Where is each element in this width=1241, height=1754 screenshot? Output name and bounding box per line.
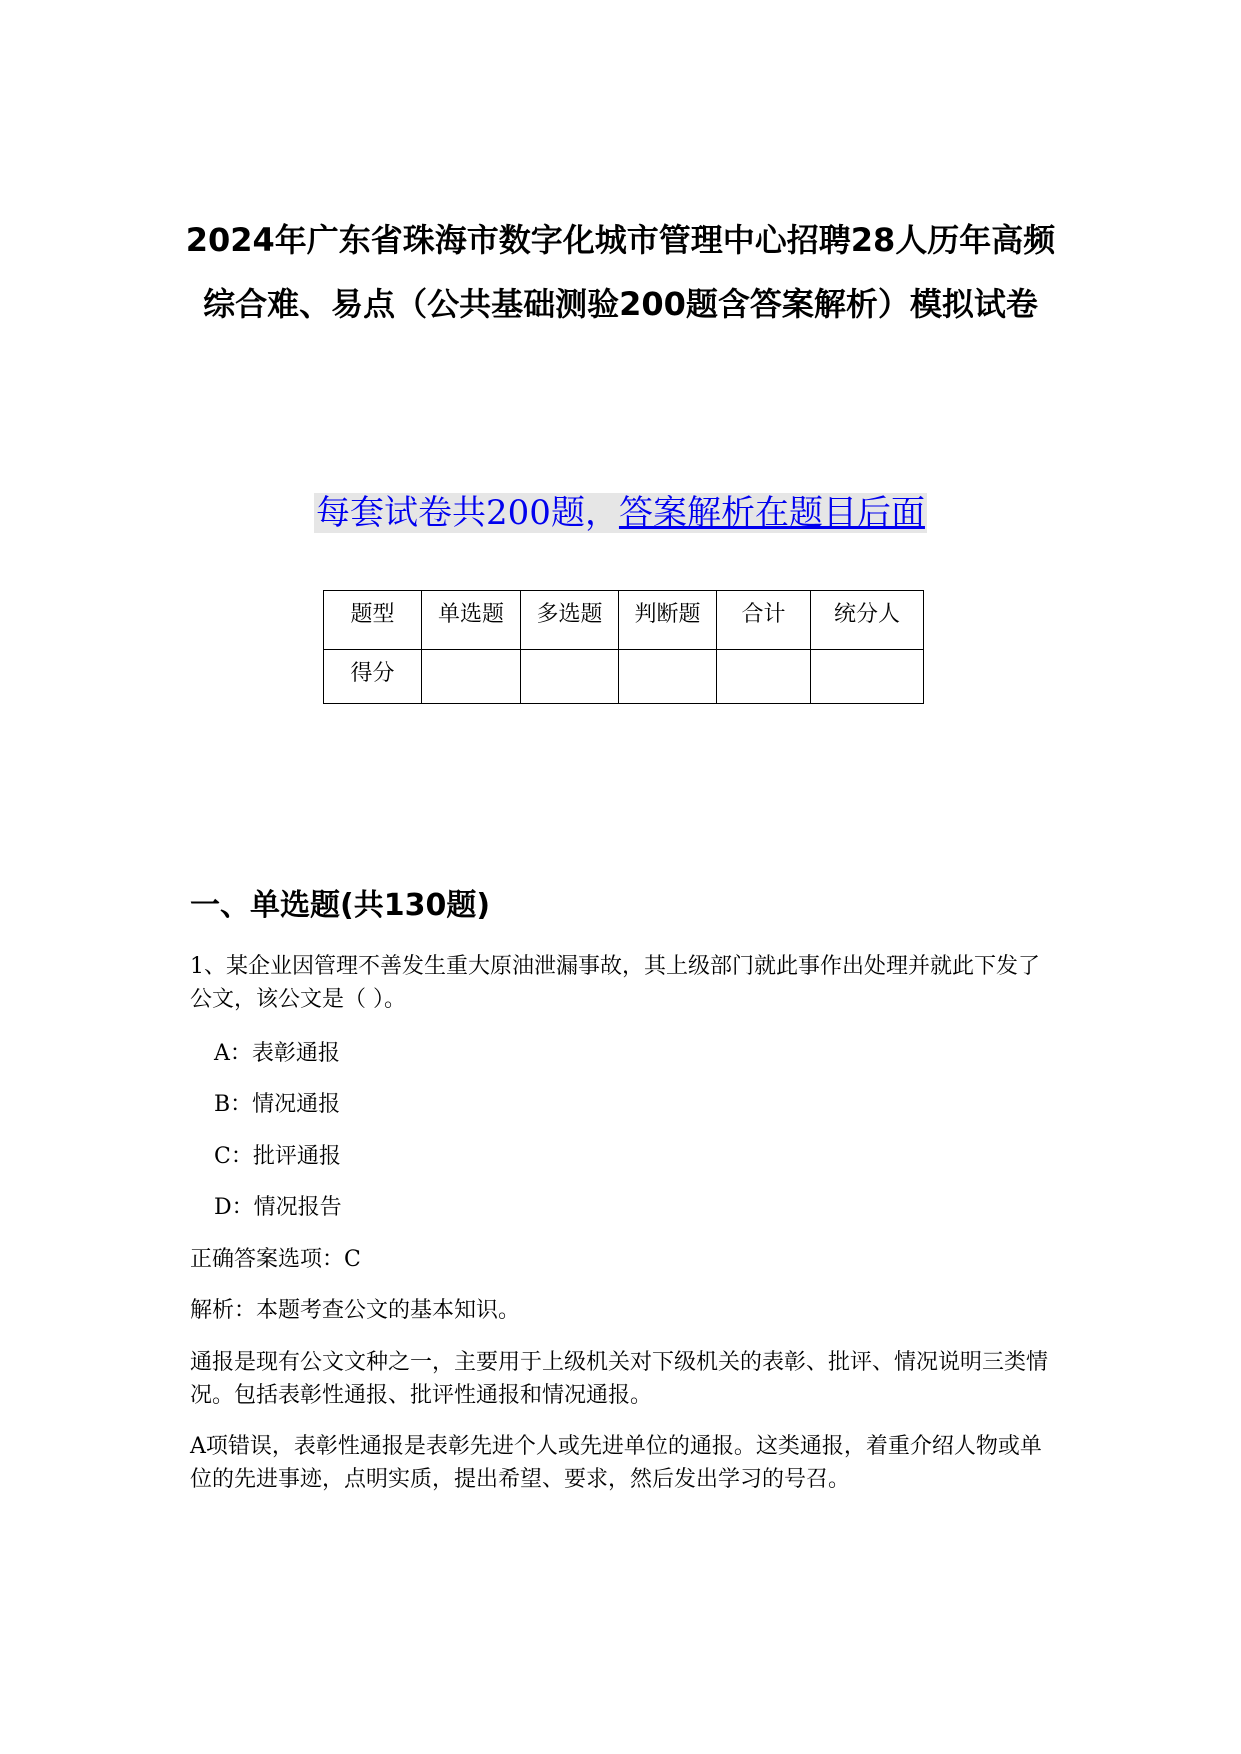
table-cell-true-false: 判断题 [619, 591, 717, 650]
table-cell-score-label: 得分 [324, 650, 422, 704]
section-heading: 一、单选题(共130题) [190, 888, 491, 923]
score-table-header-row [324, 591, 924, 650]
score-input-true-false[interactable] [619, 650, 717, 704]
question-stem: 1、某企业因管理不善发生重大原油泄漏事故，其上级部门就此事作出处理并就此下发了公文，该公文是（ ）。 [190, 954, 1040, 1012]
correct-answer: 正确答案选项：C [190, 1247, 361, 1272]
table-cell-scorer: 统分人 [811, 591, 924, 650]
document-title: 2024年广东省珠海市数字化城市管理中心招聘28人历年高频综合难、易点（公共基础测验200题含答案解析）模拟试卷 [185, 221, 1056, 323]
banner-lead-text: 每套试卷共200题， [316, 493, 619, 533]
analysis-paragraph-1: 通报是现有公文文种之一，主要用于上级机关对下级机关的表彰、批评、情况说明三类情况。包括表彰性通报、批评性通报和情况通报。 [190, 1350, 1049, 1408]
score-table-score-row [324, 650, 924, 704]
score-input-single-choice[interactable] [422, 650, 521, 704]
score-input-scorer[interactable] [811, 650, 924, 704]
table-cell-total: 合计 [717, 591, 811, 650]
option-c: C：批评通报 [214, 1144, 341, 1169]
analysis-intro: 解析：本题考查公文的基本知识。 [190, 1298, 521, 1323]
table-cell-type: 题型 [324, 591, 422, 650]
table-cell-multi-choice: 多选题 [521, 591, 619, 650]
option-d: D：情况报告 [214, 1195, 342, 1220]
score-input-multi-choice[interactable] [521, 650, 619, 704]
notice-banner [0, 490, 1241, 536]
option-b: B：情况通报 [214, 1092, 341, 1117]
table-cell-single-choice: 单选题 [422, 591, 521, 650]
notice-banner-highlight [314, 493, 927, 533]
answer-location-link[interactable]: 答案解析在题目后面 [618, 493, 925, 533]
score-input-total[interactable] [717, 650, 811, 704]
score-table [323, 590, 924, 704]
option-a: A：表彰通报 [214, 1041, 340, 1066]
analysis-paragraph-2: A项错误，表彰性通报是表彰先进个人或先进单位的通报。这类通报，着重介绍人物或单位的先进事迹，点明实质，提出希望、要求，然后发出学习的号召。 [190, 1434, 1042, 1492]
